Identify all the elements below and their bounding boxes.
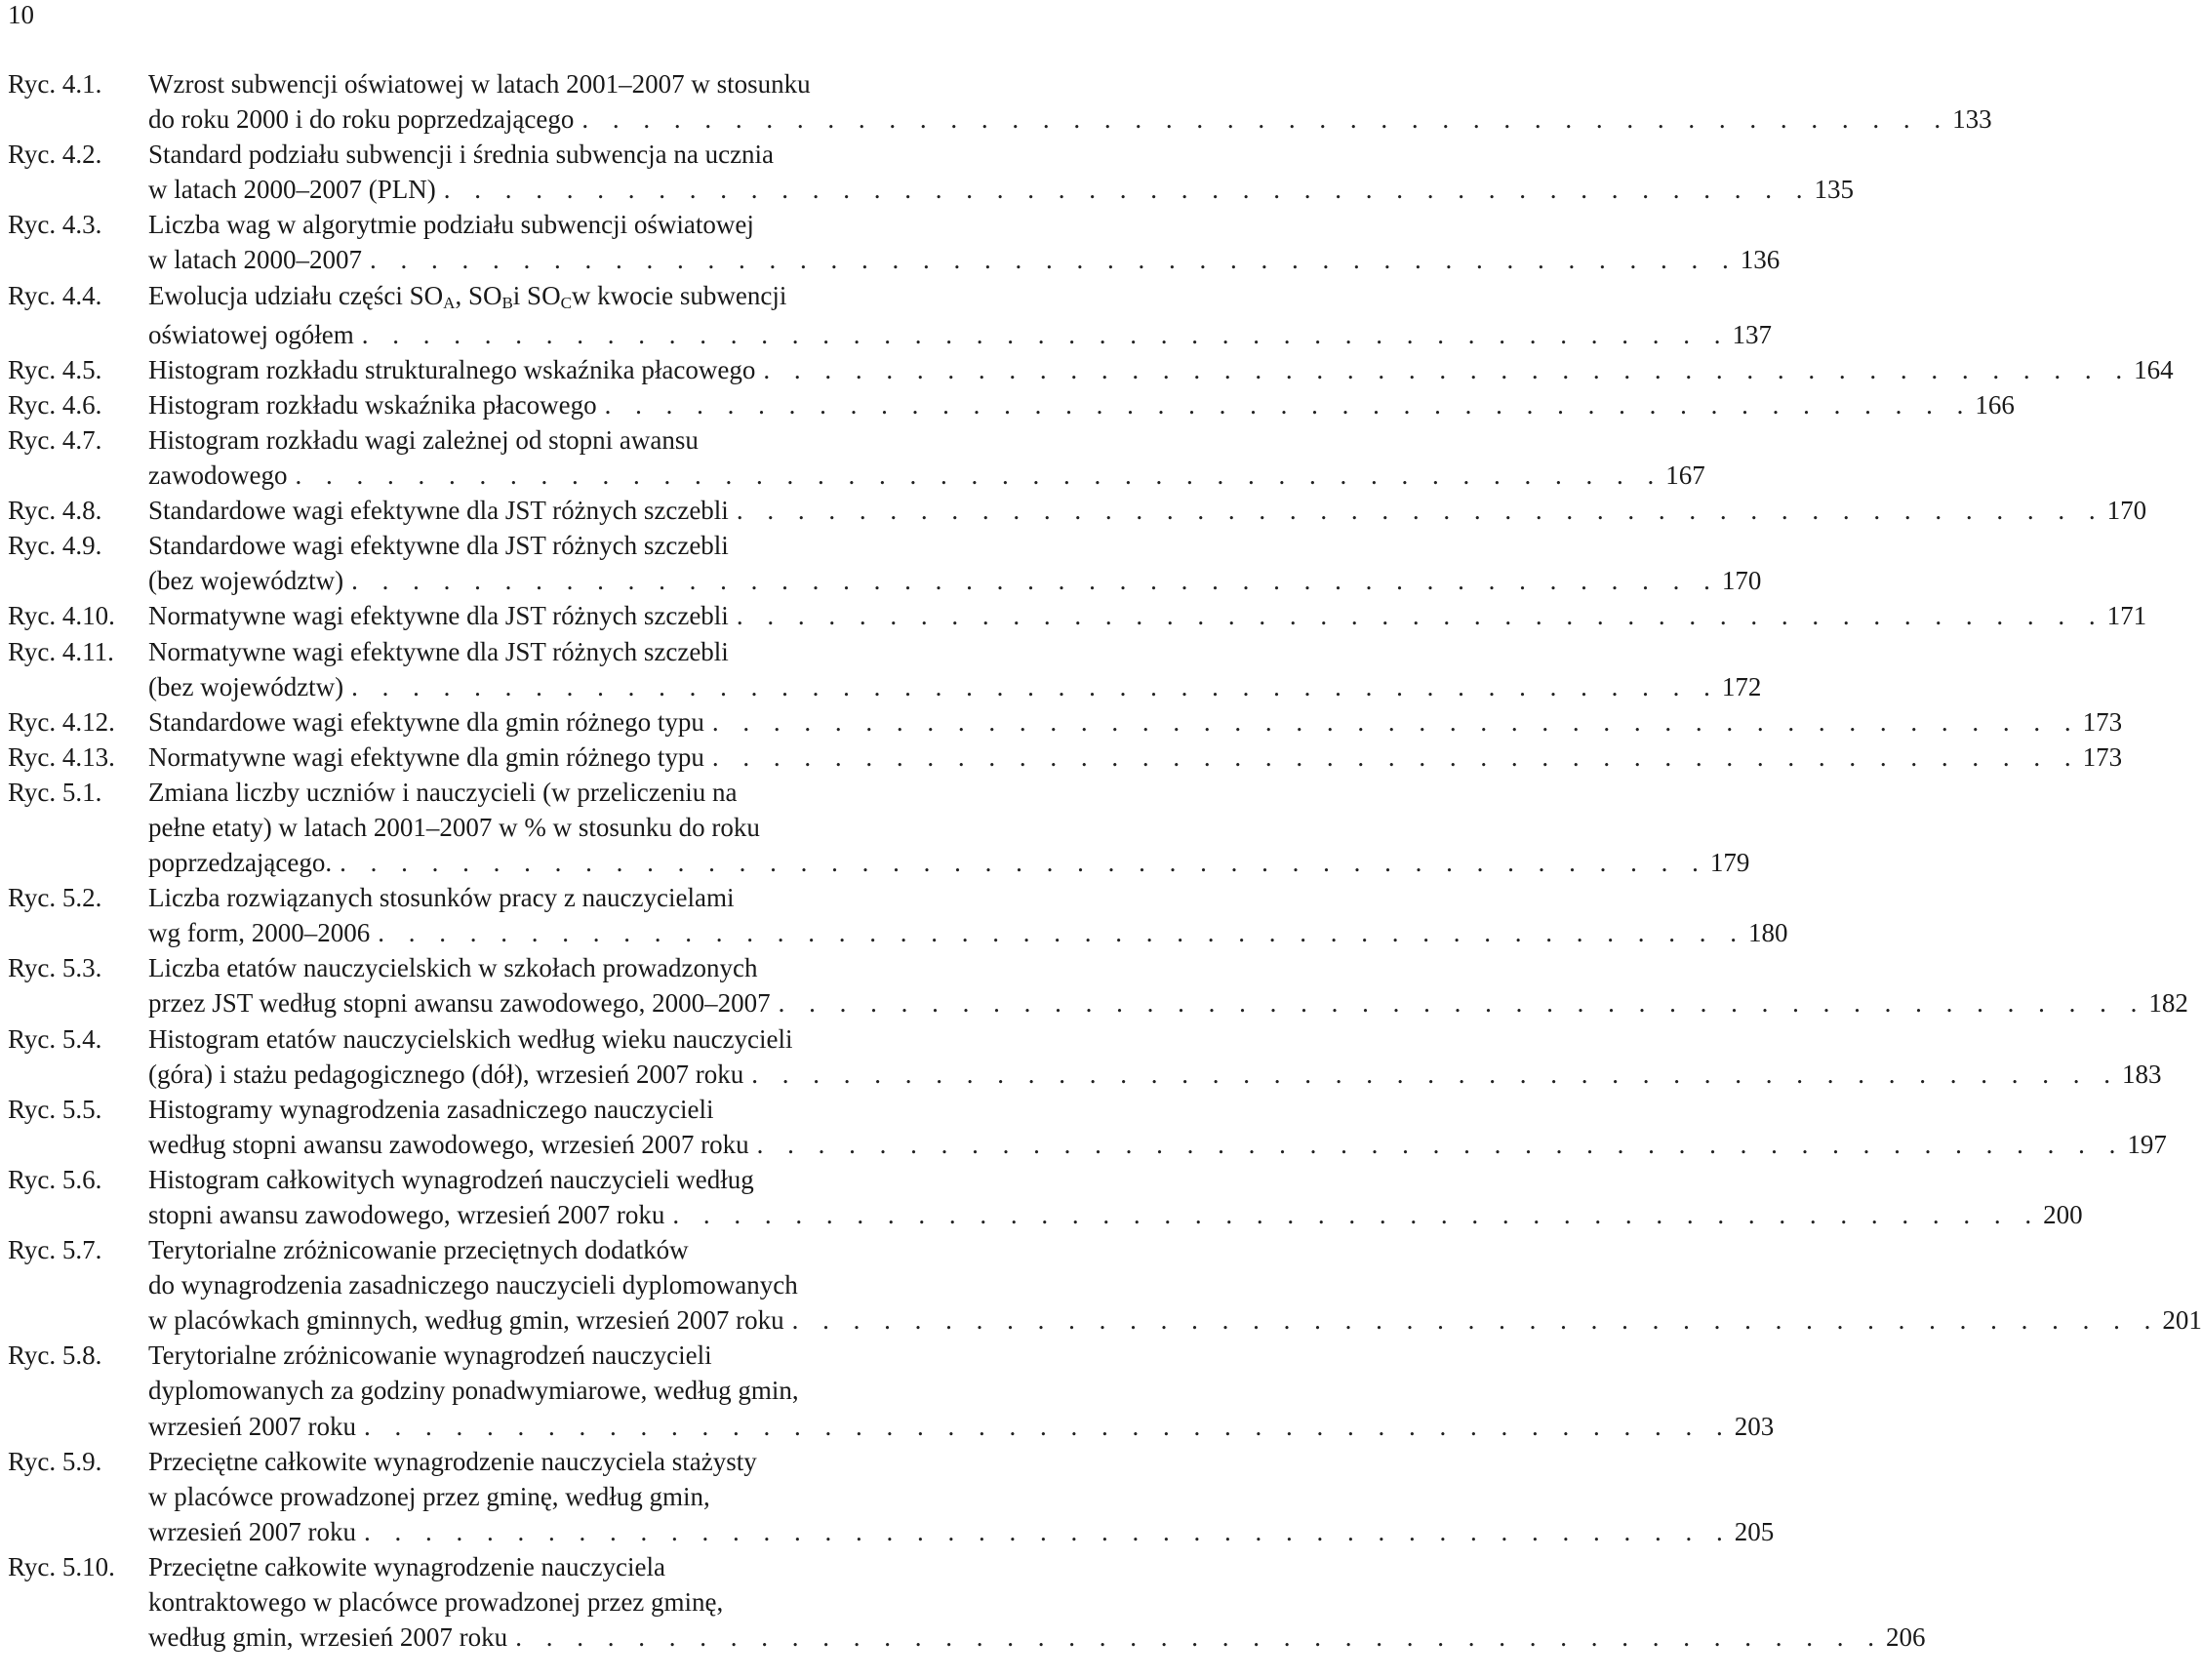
figure-caption	[148, 422, 1705, 493]
dot-leader: . . . . . . . . . . . . . . . . . . . . . . . . . . . . . . . . . . . . . . . . . . . . .	[351, 566, 1719, 596]
toc-entry	[8, 493, 2147, 528]
toc-entry	[8, 634, 1762, 704]
figure-caption	[148, 1232, 2202, 1338]
figure-number: Ryc. 4.9.	[8, 531, 102, 561]
toc-entry	[8, 207, 1781, 277]
figure-number: Ryc. 4.3.	[8, 210, 102, 240]
caption-line: Liczba wag w algorytmie podziału subwencji oświatowej	[148, 210, 754, 240]
page-reference: 164	[2134, 354, 2174, 384]
figure-caption	[148, 1021, 2162, 1092]
toc-entry	[8, 352, 2174, 387]
caption-line: Ewolucja udziału części SO	[148, 280, 444, 310]
figure-caption	[148, 137, 1854, 207]
caption-line: Terytorialne zróżnicowanie wynagrodzeń nauczycieli	[148, 1340, 712, 1371]
toc-entry	[8, 1338, 1775, 1443]
caption-line: Normatywne wagi efektywne dla JST różnych szczebli	[148, 601, 729, 631]
figure-caption	[148, 775, 1749, 880]
figure-number: Ryc. 5.10.	[8, 1551, 115, 1581]
caption-line: wrzesień 2007 roku	[148, 1411, 356, 1441]
caption-line: pełne etaty) w latach 2001–2007 w % w stosunku do roku	[148, 812, 760, 842]
figure-caption	[148, 278, 1772, 352]
dot-leader: . . . . . . . . . . . . . . . . . . . . . . . . . . . . . . . . . . . . . . . . . . . . .	[515, 1622, 1883, 1653]
page-reference: 180	[1747, 918, 1788, 948]
caption-line: (bez województw)	[148, 566, 344, 596]
caption-line: Histogram rozkładu wagi zależnej od stopni awansu	[148, 424, 699, 455]
caption-line: zawodowego	[148, 460, 288, 491]
subscript: B	[501, 293, 513, 312]
caption-line: Zmiana liczby uczniów i nauczycieli (w przeliczeniu na	[148, 777, 738, 807]
caption-line: Przeciętne całkowite wynagrodzenie nauczyciela stażysty	[148, 1446, 757, 1476]
figure-number: Ryc. 4.13.	[8, 741, 115, 772]
caption-line: (bez województw)	[148, 671, 344, 701]
figure-number: Ryc. 5.6.	[8, 1164, 102, 1194]
figure-caption	[148, 528, 1761, 598]
dot-leader: . . . . . . . . . . . . . . . . . . . . . . . . . . . . . . . . . . . . . . . . . . . . .	[351, 671, 1719, 701]
toc-entry	[8, 1444, 1775, 1549]
figure-caption	[148, 950, 2188, 1020]
figure-number: Ryc. 4.7.	[8, 424, 102, 455]
page-reference: 205	[1734, 1516, 1775, 1546]
toc-entry	[8, 1549, 1926, 1655]
caption-line: Standard podziału subwencji i średnia subwencja na ucznia	[148, 140, 775, 170]
page-reference: 173	[2082, 706, 2123, 737]
page-reference: 182	[2148, 988, 2188, 1019]
figure-caption	[148, 1338, 1774, 1443]
figure-number: Ryc. 5.8.	[8, 1340, 102, 1371]
caption-line: Liczba etatów nauczycielskich w szkołach prowadzonych	[148, 953, 758, 983]
caption-line: Histogramy wynagrodzenia zasadniczego nauczycieli	[148, 1094, 714, 1124]
toc-entry	[8, 137, 1854, 207]
page-reference: 171	[2106, 601, 2147, 631]
toc-entry	[8, 387, 2015, 422]
toc-entry	[8, 66, 1992, 137]
caption-line: stopni awansu zawodowego, wrzesień 2007 roku	[148, 1200, 665, 1229]
toc-entry	[8, 950, 2188, 1020]
page-reference: 183	[2122, 1059, 2162, 1089]
toc-entry	[8, 528, 1762, 598]
page-reference: 173	[2082, 741, 2123, 772]
caption-line: Normatywne wagi efektywne dla gmin różnego typu	[148, 741, 704, 772]
figure-number: Ryc. 4.6.	[8, 389, 102, 420]
caption-line: Standardowe wagi efektywne dla gmin różnego typu	[148, 706, 704, 737]
dot-leader: . . . . . . . . . . . . . . . . . . . . . . . . . . . . . . . . . . . . . . . . . . . . .	[295, 460, 1663, 491]
dot-leader: . . . . . . . . . . . . . . . . . . . . . . . . . . . . . . . . . . . . . . . . . . . . .	[791, 1305, 2160, 1336]
figure-caption	[148, 1092, 2167, 1162]
figure-number: Ryc. 5.4.	[8, 1023, 102, 1054]
figure-number: Ryc. 4.5.	[8, 354, 102, 384]
figure-caption	[148, 1162, 2083, 1232]
page-reference: 170	[2106, 496, 2147, 526]
caption-fragment: , SO	[455, 280, 502, 310]
caption-line: Przeciętne całkowite wynagrodzenie nauczyciela	[148, 1551, 665, 1581]
page-reference: 200	[2043, 1200, 2083, 1229]
caption-line: Histogram rozkładu strukturalnego wskaźnika płacowego	[148, 354, 756, 384]
caption-line: w latach 2000–2007 (PLN)	[148, 175, 436, 205]
dot-leader: . . . . . . . . . . . . . . . . . . . . . . . . . . . . . . . . . . . . . . . . . . . . .	[736, 601, 2104, 631]
caption-line: Liczba rozwiązanych stosunków pracy z nauczycielami	[148, 883, 735, 913]
toc-entry	[8, 278, 1772, 352]
dot-leader: . . . . . . . . . . . . . . . . . . . . . . . . . . . . . . . . . . . . . . . . . . . . .	[756, 1129, 2125, 1159]
figure-caption	[148, 740, 2122, 775]
toc-entry	[8, 1021, 2162, 1092]
caption-line: oświatowej ogółem	[148, 319, 354, 349]
figure-caption	[148, 634, 1761, 704]
caption-fragment: w kwocie subwencji	[571, 280, 787, 310]
figure-number: Ryc. 4.12.	[8, 706, 115, 737]
toc-entry	[8, 1092, 2167, 1162]
caption-line: wrzesień 2007 roku	[148, 1516, 356, 1546]
page-reference: 167	[1665, 460, 1705, 491]
page-reference: 172	[1721, 671, 1762, 701]
caption-fragment: i SO	[512, 280, 561, 310]
caption-line: poprzedzającego.	[148, 848, 333, 878]
caption-line: Normatywne wagi efektywne dla JST różnych szczebli	[148, 636, 729, 666]
dot-leader: . . . . . . . . . . . . . . . . . . . . . . . . . . . . . . . . . . . . . . . . . . . . .	[711, 741, 2080, 772]
figure-caption	[148, 493, 2146, 528]
caption-line: do roku 2000 i do roku poprzedzającego	[148, 104, 575, 135]
dot-leader: . . . . . . . . . . . . . . . . . . . . . . . . . . . . . . . . . . . . . . . . . . . . .	[736, 496, 2104, 526]
page-reference: 137	[1732, 319, 1772, 349]
figure-caption	[148, 1444, 1774, 1549]
caption-line: Histogram całkowitych wynagrodzeń nauczycieli według	[148, 1164, 754, 1194]
caption-line: Terytorialne zróżnicowanie przeciętnych dodatków	[148, 1235, 689, 1265]
caption-line: (góra) i stażu pedagogicznego (dół), wrzesień 2007 roku	[148, 1059, 744, 1089]
toc-entry	[8, 704, 2123, 740]
toc-entry	[8, 1232, 2202, 1338]
dot-leader: . . . . . . . . . . . . . . . . . . . . . . . . . . . . . . . . . . . . . . . . . . . . .	[711, 706, 2080, 737]
page-reference: 201	[2162, 1305, 2202, 1336]
toc-entry	[8, 1162, 2083, 1232]
page-reference: 206	[1885, 1622, 1926, 1653]
page-reference: 170	[1721, 566, 1762, 596]
caption-line: Standardowe wagi efektywne dla JST różnych szczebli	[148, 496, 729, 526]
caption-line: przez JST według stopni awansu zawodowego, 2000–2007	[148, 988, 771, 1019]
figure-number: Ryc. 4.4.	[8, 280, 102, 310]
figure-caption	[148, 66, 1992, 137]
dot-leader: . . . . . . . . . . . . . . . . . . . . . . . . . . . . . . . . . . . . . . . . . . . . .	[604, 389, 1973, 420]
caption-line: Wzrost subwencji oświatowej w latach 2001–2007 w stosunku	[148, 69, 811, 99]
figure-number: Ryc. 5.5.	[8, 1094, 102, 1124]
subscript: A	[443, 293, 456, 312]
toc-entry	[8, 740, 2123, 775]
caption-line: Histogram rozkładu wskaźnika płacowego	[148, 389, 597, 420]
toc-entry	[8, 880, 1788, 950]
dot-leader: . . . . . . . . . . . . . . . . . . . . . . . . . . . . . . . . . . . . . . . . . . . . .	[340, 848, 1707, 878]
caption-line: dyplomowanych za godziny ponadwymiarowe, według gmin,	[148, 1376, 799, 1406]
figure-number: Ryc. 4.2.	[8, 140, 102, 170]
page-reference: 136	[1740, 245, 1781, 275]
toc-entry	[8, 598, 2147, 633]
figure-number: Ryc. 4.10.	[8, 601, 115, 631]
figure-caption	[148, 880, 1787, 950]
dot-leader: . . . . . . . . . . . . . . . . . . . . . . . . . . . . . . . . . . . . . . . . . . . . .	[369, 245, 1738, 275]
figure-number: Ryc. 4.11.	[8, 636, 114, 666]
toc-entry	[8, 422, 1705, 493]
dot-leader: . . . . . . . . . . . . . . . . . . . . . . . . . . . . . . . . . . . . . . . . . . . . .	[378, 918, 1745, 948]
figure-number: Ryc. 4.1.	[8, 69, 102, 99]
dot-leader: . . . . . . . . . . . . . . . . . . . . . . . . . . . . . . . . . . . . . . . . . . . . .	[443, 175, 1812, 205]
figure-caption	[148, 387, 2015, 422]
caption-line: kontraktowego w placówce prowadzonej przez gminę,	[148, 1587, 724, 1618]
dot-leader: . . . . . . . . . . . . . . . . . . . . . . . . . . . . . . . . . . . . . . . . . . . . .	[581, 104, 1950, 135]
caption-line: według gmin, wrzesień 2007 roku	[148, 1622, 508, 1653]
dot-leader: . . . . . . . . . . . . . . . . . . . . . . . . . . . . . . . . . . . . . . . . . . . . .	[751, 1059, 2120, 1089]
caption-line: Histogram etatów nauczycielskich według wieku nauczycieli	[148, 1023, 793, 1054]
figure-caption	[148, 704, 2122, 740]
subscript: C	[560, 293, 572, 312]
figure-caption	[148, 598, 2146, 633]
figure-caption	[148, 207, 1780, 277]
dot-leader: . . . . . . . . . . . . . . . . . . . . . . . . . . . . . . . . . . . . . . . . . . . . .	[672, 1200, 2041, 1229]
caption-line: wg form, 2000–2006	[148, 918, 371, 948]
figure-number: Ryc. 5.7.	[8, 1235, 102, 1265]
caption-line: według stopni awansu zawodowego, wrzesień 2007 roku	[148, 1129, 749, 1159]
page-reference: 197	[2127, 1129, 2167, 1159]
page-number: 10	[8, 0, 34, 29]
caption-line: w placówkach gminnych, według gmin, wrzesień 2007 roku	[148, 1305, 784, 1336]
page-reference: 166	[1975, 389, 2015, 420]
dot-leader: . . . . . . . . . . . . . . . . . . . . . . . . . . . . . . . . . . . . . . . . . . . . .	[361, 319, 1730, 349]
caption-line: w latach 2000–2007	[148, 245, 362, 275]
dot-leader: . . . . . . . . . . . . . . . . . . . . . . . . . . . . . . . . . . . . . . . . . . . . .	[363, 1516, 1732, 1546]
dot-leader: . . . . . . . . . . . . . . . . . . . . . . . . . . . . . . . . . . . . . . . . . . . . .	[763, 354, 2132, 384]
dot-leader: . . . . . . . . . . . . . . . . . . . . . . . . . . . . . . . . . . . . . . . . . . . . .	[363, 1411, 1732, 1441]
figure-number: Ryc. 5.2.	[8, 883, 102, 913]
caption-line: do wynagrodzenia zasadniczego nauczycieli dyplomowanych	[148, 1270, 798, 1300]
page-reference: 203	[1734, 1411, 1775, 1441]
figure-number: Ryc. 5.3.	[8, 953, 102, 983]
page-reference: 179	[1709, 848, 1750, 878]
figure-caption	[148, 1549, 1925, 1655]
caption-line: Standardowe wagi efektywne dla JST różnych szczebli	[148, 531, 729, 561]
caption-line: w placówce prowadzonej przez gminę, według gmin,	[148, 1481, 710, 1511]
dot-leader: . . . . . . . . . . . . . . . . . . . . . . . . . . . . . . . . . . . . . . . . . . . . .	[778, 988, 2146, 1019]
figure-caption	[148, 352, 2174, 387]
figure-number: Ryc. 5.9.	[8, 1446, 102, 1476]
page-reference: 133	[1952, 104, 1992, 135]
figure-number: Ryc. 5.1.	[8, 777, 102, 807]
toc-entry	[8, 775, 1750, 880]
figure-number: Ryc. 4.8.	[8, 496, 102, 526]
page-reference: 135	[1814, 175, 1854, 205]
list-of-figures	[8, 66, 2202, 1655]
